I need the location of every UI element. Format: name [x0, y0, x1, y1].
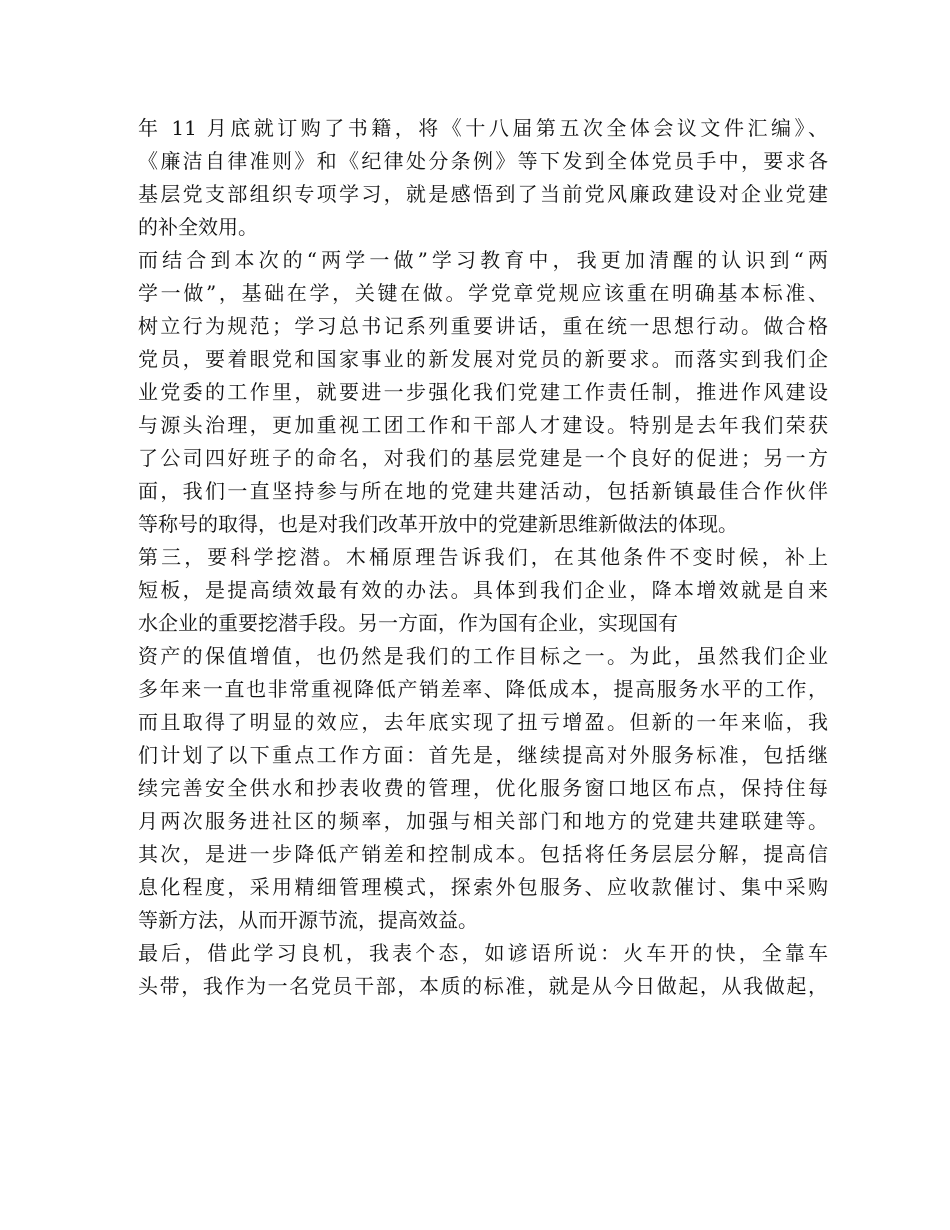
body-text [138, 112, 828, 1003]
text-line: 等称号的取得，也是对我们改革开放中的党建新思维新做法的体现。 [138, 512, 738, 536]
text-line: 资产的保值增值，也仍然是我们的工作目标之一。为此，虽然我们企业 [138, 644, 828, 668]
text-line: 与源头治理，更加重视工团工作和干部人才建设。特别是去年我们荣获 [138, 413, 828, 437]
text-line: 息化程度，采用精细管理模式，探索外包服务、应收款催讨、集中采购 [138, 875, 828, 899]
text-line: 的补全效用。 [138, 215, 258, 239]
text-line: 第三，要科学挖潜。木桶原理告诉我们，在其他条件不变时候，补上 [138, 545, 828, 569]
text-line: 多年来一直也非常重视降低产销差率、降低成本，提高服务水平的工作， [138, 677, 828, 701]
text-line: 短板，是提高绩效最有效的办法。具体到我们企业，降本增效就是自来 [138, 578, 828, 602]
text-line: 树立行为规范；学习总书记系列重要讲话，重在统一思想行动。做合格 [138, 314, 828, 338]
text-line: 而结合到本次的“两学一做”学习教育中，我更加清醒的认识到“两 [138, 248, 828, 272]
text-line: 而且取得了明显的效应，去年底实现了扭亏增盈。但新的一年来临，我 [138, 710, 828, 734]
text-line: 了公司四好班子的命名，对我们的基层党建是一个良好的促进；另一方 [138, 446, 828, 470]
text-line: 等新方法，从而开源节流，提高效益。 [138, 908, 478, 932]
text-line: 们计划了以下重点工作方面：首先是，继续提高对外服务标准，包括继 [138, 743, 828, 767]
text-line: 业党委的工作里，就要进一步强化我们党建工作责任制，推进作风建设 [138, 380, 828, 404]
text-line: 《廉洁自律准则》和《纪律处分条例》等下发到全体党员手中，要求各 [138, 149, 828, 173]
text-line: 党员，要着眼党和国家事业的新发展对党员的新要求。而落实到我们企 [138, 347, 828, 371]
text-line: 其次，是进一步降低产销差和控制成本。包括将任务层层分解，提高信 [138, 842, 828, 866]
text-line: 头带，我作为一名党员干部，本质的标准，就是从今日做起，从我做起， [138, 974, 828, 998]
text-line: 面，我们一直坚持参与所在地的党建共建活动，包括新镇最佳合作伙伴 [138, 479, 828, 503]
text-line: 年 11 月底就订购了书籍，将《十八届第五次全体会议文件汇编》、 [138, 116, 828, 140]
text-line: 学一做”，基础在学，关键在做。学党章党规应该重在明确基本标准、 [138, 281, 828, 305]
text-line: 续完善安全供水和抄表收费的管理，优化服务窗口地区布点，保持住每 [138, 776, 828, 800]
text-line: 水企业的重要挖潜手段。另一方面，作为国有企业，实现国有 [138, 611, 678, 635]
text-line: 月两次服务进社区的频率，加强与相关部门和地方的党建共建联建等。 [138, 809, 828, 833]
text-line: 基层党支部组织专项学习，就是感悟到了当前党风廉政建设对企业党建 [138, 182, 828, 206]
text-line: 最后，借此学习良机，我表个态，如谚语所说：火车开的快，全靠车 [138, 941, 828, 965]
